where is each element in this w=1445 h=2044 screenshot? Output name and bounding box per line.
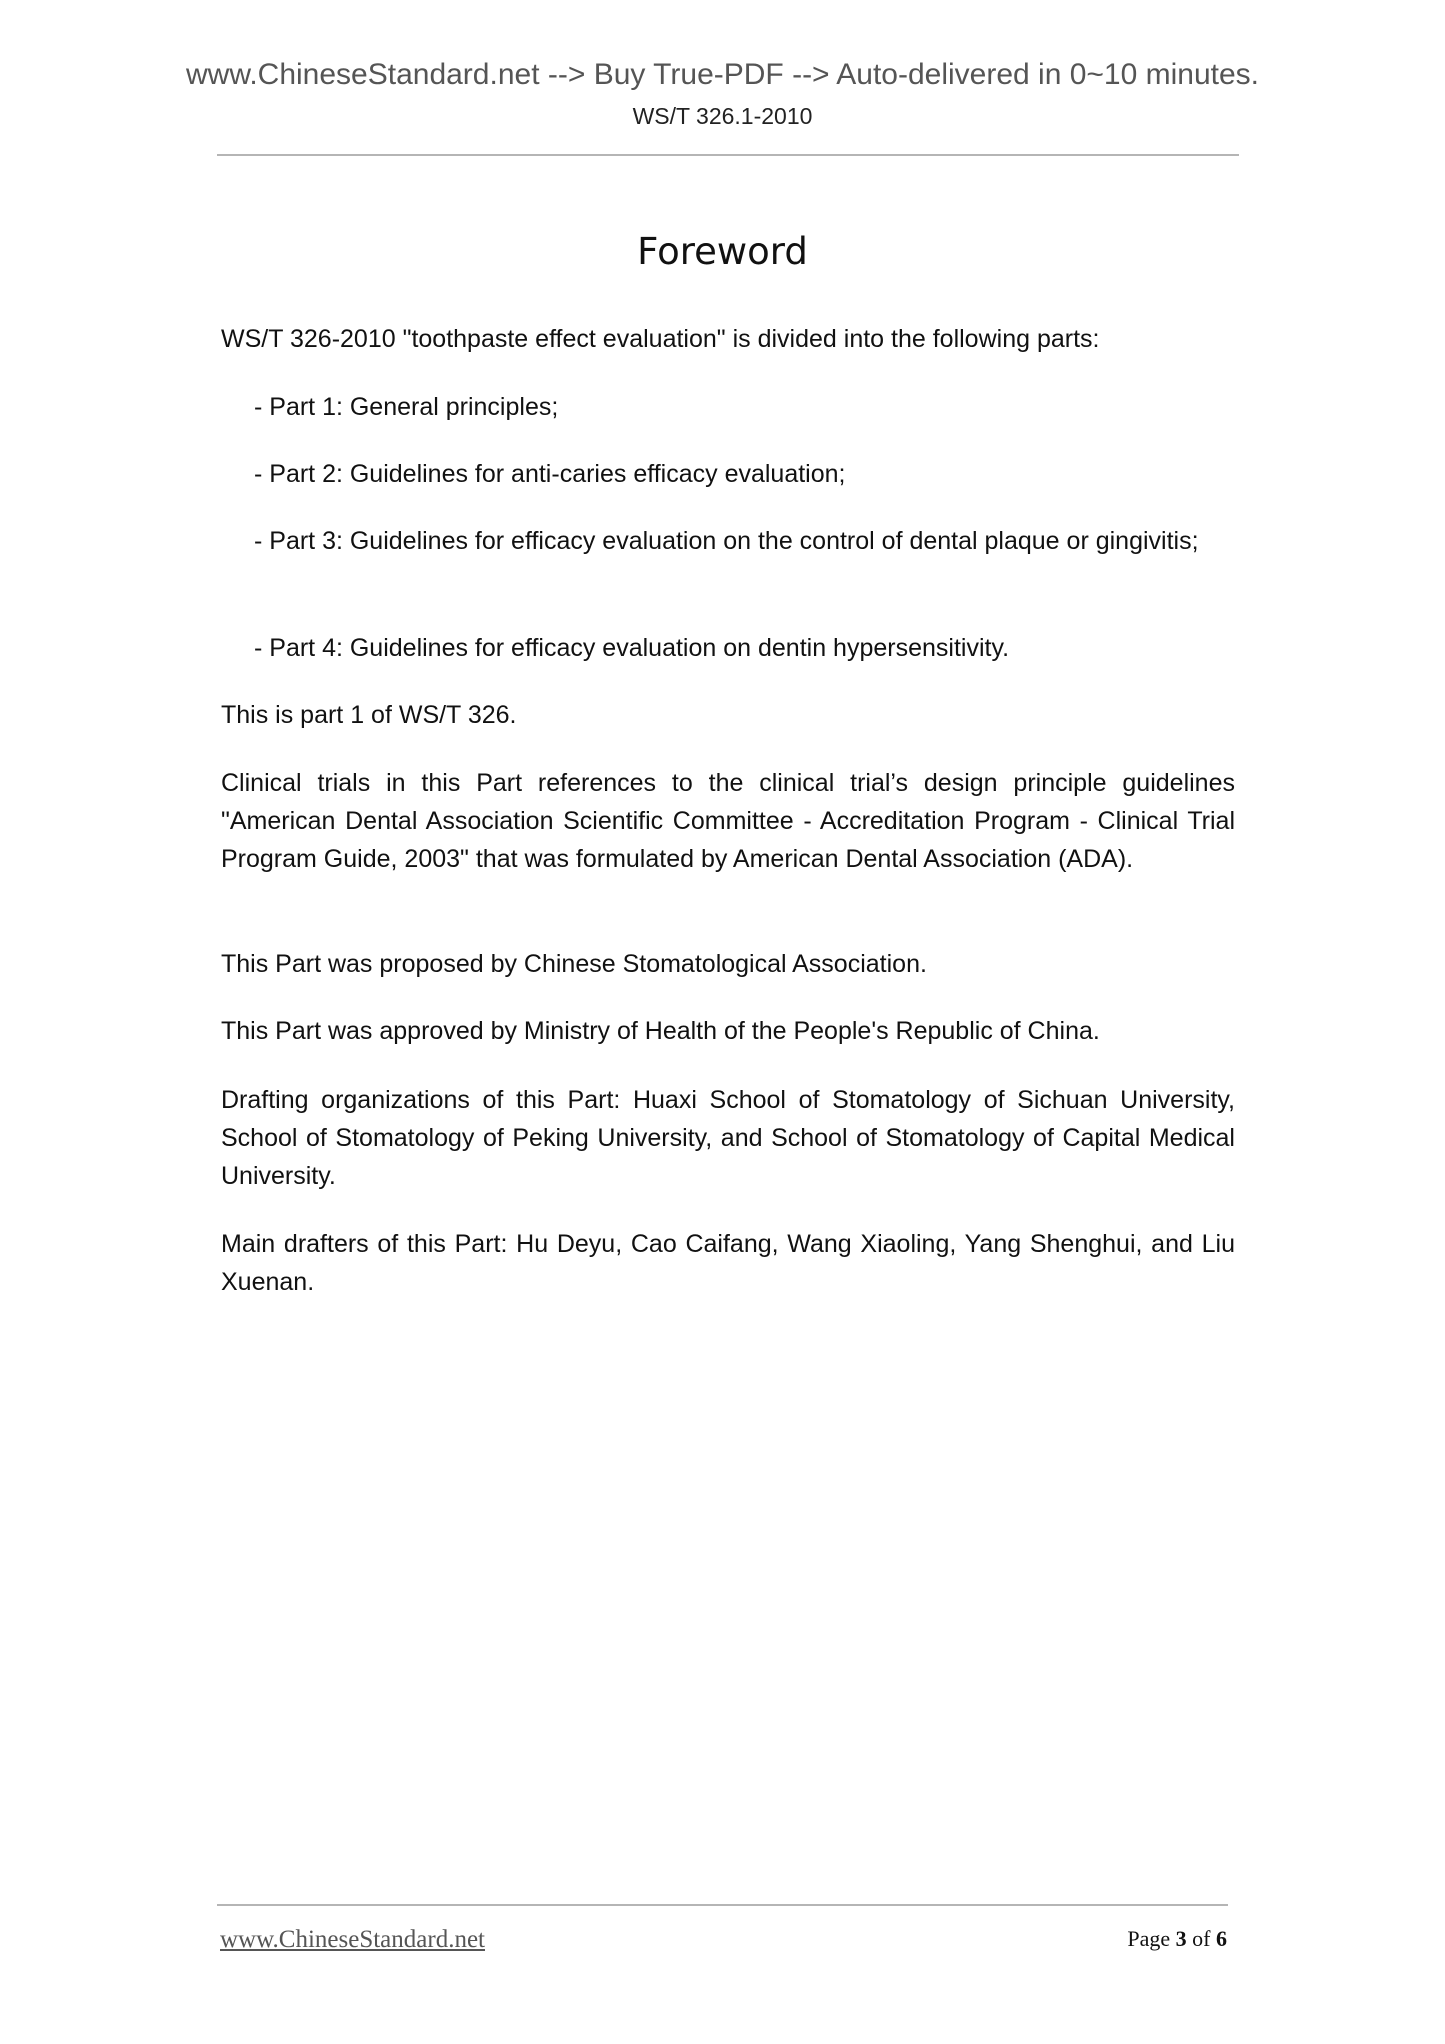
page-number	[1127, 1926, 1227, 1952]
page-current: 3	[1175, 1926, 1187, 1951]
standard-code: WS/T 326.1-2010	[632, 103, 813, 129]
paragraph-approved-by: This Part was approved by Ministry of Health of the People's Republic of China.	[221, 1017, 1100, 1045]
list-item-part-2: - Part 2: Guidelines for anti-caries efficacy evaluation;	[254, 460, 846, 488]
header-divider	[217, 154, 1239, 156]
paragraph-drafting-organizations: Drafting organizations of this Part: Huaxi School of Stomatology of Sichuan University, School of Stomatology of Peking University, and School of Stomatology of Capital Medical University.	[221, 1086, 1235, 1190]
list-item-part-3: - Part 3: Guidelines for efficacy evaluation on the control of dental plaque or gingivitis;	[254, 527, 1199, 555]
list-item-part-1: - Part 1: General principles;	[254, 393, 559, 421]
paragraph-part-of: This is part 1 of WS/T 326.	[221, 701, 517, 729]
paragraph-clinical-trials: Clinical trials in this Part references to the clinical trial’s design principle guidelines "American Dental Association Scientific Committee - Accreditation Program - Clinical Trial Program Guide, 2003" that was formulated by American Dental Association (ADA).	[221, 769, 1235, 873]
paragraph-proposed-by: This Part was proposed by Chinese Stomatological Association.	[221, 950, 927, 978]
page-label: Page	[1127, 1926, 1171, 1951]
list-item-part-4: - Part 4: Guidelines for efficacy evaluation on dentin hypersensitivity.	[254, 634, 1010, 662]
footer-divider	[217, 1904, 1228, 1906]
intro-paragraph: WS/T 326-2010 "toothpaste effect evaluation" is divided into the following parts:	[221, 325, 1100, 353]
paragraph-main-drafters: Main drafters of this Part: Hu Deyu, Cao Caifang, Wang Xiaoling, Yang Shenghui, and Liu Xuenan.	[221, 1230, 1235, 1296]
page-total: 6	[1216, 1926, 1227, 1951]
header-banner: www.ChineseStandard.net --> Buy True-PDF --> Auto-delivered in 0~10 minutes.	[185, 58, 1260, 91]
page-of-label: of	[1192, 1926, 1211, 1951]
footer-website-link[interactable]: www.ChineseStandard.net	[220, 1926, 485, 1953]
page-title: Foreword	[637, 230, 808, 273]
